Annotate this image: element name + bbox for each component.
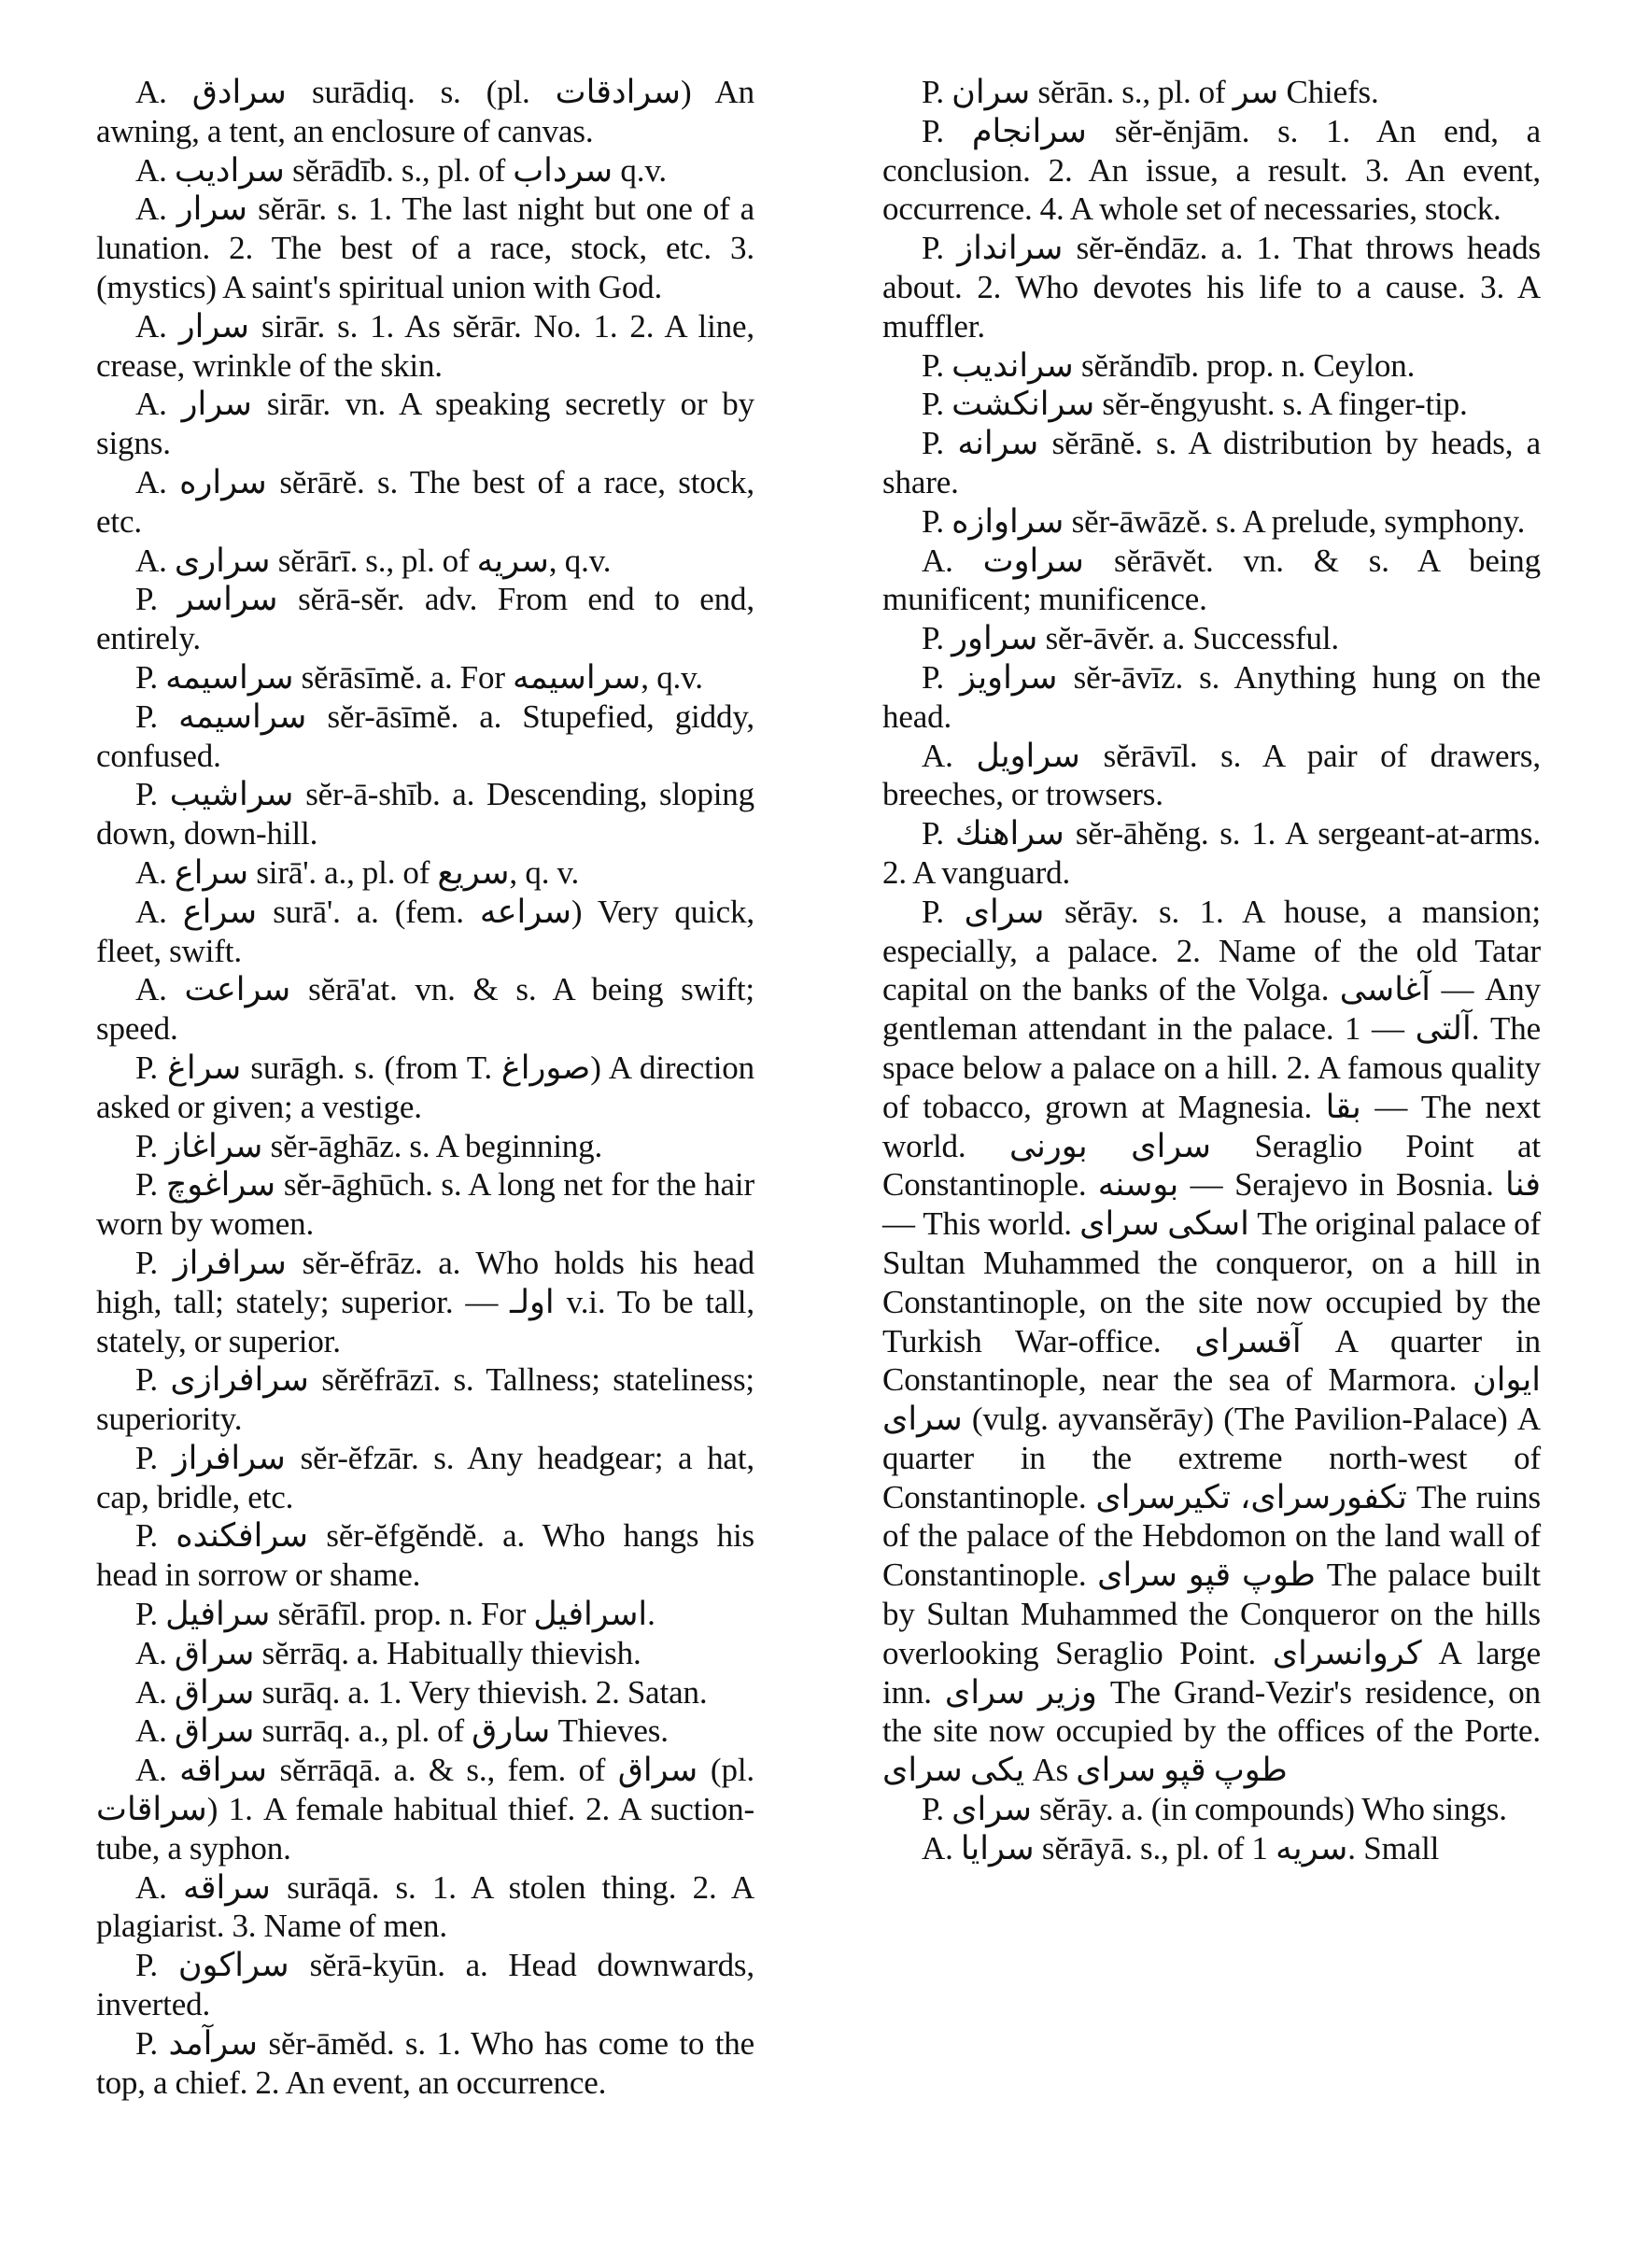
dictionary-entry: P. سراسیمه sĕrāsīmĕ. a. For سراسیمه, q.v. <box>135 658 703 696</box>
dictionary-entry: P. سراکون sĕrā-kyūn. a. Head downwards, inverted. <box>96 1947 754 2023</box>
dictionary-entry: P. سرانه sĕrānĕ. s. A distribution by heads, a share. <box>882 425 1541 500</box>
dictionary-entry: A. سراق sĕrrāq. a. Habitually thievish. <box>135 1634 641 1671</box>
dictionary-entry: A. سرار sĕrār. s. 1. The last night but one of a lunation. 2. The best of a race, stock, etc. 3. (mystics) A saint's spiritual union with God. <box>96 190 754 305</box>
dictionary-entry: P. سرانجام sĕr-ĕnjām. s. 1. An end, a conclusion. 2. An issue, a result. 3. An event, occurrence. 4. A whole set of necessaries, stock. <box>882 112 1541 228</box>
dictionary-entry: A. سرار sirār. vn. A speaking secretly or by signs. <box>96 386 755 462</box>
dictionary-entry: P. سرانکشت sĕr-ĕngyusht. s. A finger-tip. <box>922 386 1468 423</box>
dictionary-entry: A. سراری sĕrārī. s., pl. of سریه, q.v. <box>135 542 612 579</box>
dictionary-entry: P. سراسر sĕrā-sĕr. adv. From end to end, entirely. <box>96 581 754 657</box>
dictionary-entry: P. سرافراز sĕr-ĕfzār. s. Any headgear; a hat, cap, bridle, etc. <box>96 1439 754 1515</box>
dictionary-entry: P. سرانداز sĕr-ĕndāz. a. 1. That throws heads about. 2. Who devotes his life to a cause. 3. A muffler. <box>882 230 1541 345</box>
dictionary-entry: A. سراق surāq. a. 1. Very thievish. 2. Satan. <box>135 1673 708 1711</box>
dictionary-entry: P. سران sĕrān. s., pl. of سر Chiefs. <box>922 74 1379 110</box>
dictionary-entry: P. سراويز sĕr-āvīz. s. Anything hung on the head. <box>882 658 1542 735</box>
dictionary-entry: P. سرافرازی sĕrĕfrāzī. s. Tallness; stateliness; superiority. <box>96 1361 755 1438</box>
dictionary-entry: P. سرای sĕrāy. a. (in compounds) Who sings. <box>922 1791 1507 1828</box>
dictionary-entry: A. سراديب sĕrādīb. s., pl. of سرداب q.v. <box>135 151 668 189</box>
dictionary-entry: A. سراقه sĕrrāqā. a. & s., fem. of سراق (pl. سراقات) 1. A female habitual thief. 2. A suction-tube, a syphon. <box>96 1752 755 1867</box>
dictionary-entry: P. سراشیب sĕr-ā-shīb. a. Descending, sloping down, down-hill. <box>96 776 754 852</box>
dictionary-entry: A. سراوت sĕrāvĕt. vn. & s. A being munificent; munificence. <box>882 542 1542 618</box>
dictionary-entry: A. سرار sirār. s. 1. As sĕrār. No. 1. 2. A line, crease, wrinkle of the skin. <box>96 307 755 384</box>
dictionary-entry: A. سراقه surāqā. s. 1. A stolen thing. 2. A plagiarist. 3. Name of men. <box>96 1868 754 1945</box>
dictionary-entry: P. سراهنك sĕr-āhĕng. s. 1. A sergeant-at-arms. 2. A vanguard. <box>882 815 1542 891</box>
dictionary-entry: A. سراع sirā'. a., pl. of سریع, q. v. <box>135 853 580 891</box>
dictionary-entry: P. سرآمد sĕr-āmĕd. s. 1. Who has come to the top, a chief. 2. An event, an occurrence. <box>96 2024 755 2101</box>
dictionary-entry: P. سراغ surāgh. s. (from T. صوراغ) A direction asked or given; a vestige. <box>96 1049 754 1125</box>
dictionary-entry: A. سراره sĕrārĕ. s. The best of a race, stock, etc. <box>96 463 754 540</box>
dictionary-entry: P. سراسیمه sĕr-āsīmĕ. a. Stupefied, giddy, confused. <box>96 697 754 774</box>
dictionary-entry: P. سرانديب sĕrăndīb. prop. n. Ceylon. <box>922 346 1416 384</box>
dictionary-entry: A. سراعت sĕrā'at. vn. & s. A being swift; speed. <box>96 971 754 1048</box>
dictionary-entry: A. سراق surrāq. a., pl. of سارق Thieves. <box>135 1712 669 1750</box>
dictionary-entry: P. سرافراز sĕr-ĕfrāz. a. Who holds his head high, tall; stately; superior. — اولـ v.i. To be tall, stately, or superior. <box>96 1244 754 1359</box>
dictionary-entry: P. سراوازه sĕr-āwāzĕ. s. A prelude, symphony. <box>922 502 1526 540</box>
dictionary-entry: A. سرادق surādiq. s. (pl. سرادقات) An awning, a tent, an enclosure of canvas. <box>96 74 754 149</box>
dictionary-entry: A. سراع surā'. a. (fem. سراعه) Very quick, fleet, swift. <box>96 893 754 969</box>
dictionary-entry: P. سراور sĕr-āvĕr. a. Successful. <box>922 620 1339 657</box>
dictionary-entry: P. سرای sĕrāy. s. 1. A house, a mansion; especially, a palace. 2. Name of the old Tatar capital on the banks of the Volga. آغاسی — Any gentleman attendant in the palace. آلتی — 1. The space below a palace on a hill. 2. A famous quality of tobacco, grown at Magnesia. بقا — The next world. سرای بورنی Seraglio Point at Constantinople. بوسنه — Serajevo in Bosnia. فنا — This world. اسکی سرای The original palace of Sultan Muhammed the conqueror, on a hill in Constantinople, on the site now occupied by the Turkish War-office. آقسرای A quarter in Constantinople, near the sea of Marmora. ایوان سرای (vulg. ayvansĕrāy) (The Pavilion-Palace) A quarter in the extreme north-west of Constantinople. تکفورسرای، تکیرسرای The ruins of the palace of the Hebdomon on the land wall of Constantinople. طوپ قپو سرای The palace built by Sultan Muhammed the Conqueror on the hills overlooking Seraglio Point. کروانسرای A large inn. وزیر سرای The Grand-Vezir's residence, on the site now occupied by the offices of the Porte. یکی سرای As طوپ قپو سرای <box>882 893 1542 1789</box>
left-column <box>96 73 754 2102</box>
dictionary-entry: A. سرایا sĕrāyā. s., pl. of سریه 1. Small <box>922 1829 1440 1867</box>
dictionary-entry: P. سرافکنده sĕr-ĕfgĕndĕ. a. Who hangs his head in sorrow or shame. <box>96 1517 754 1594</box>
dictionary-entry: P. سراغاز sĕr-āghāz. s. A beginning. <box>135 1127 603 1164</box>
dictionary-entry: P. سراغوچ sĕr-āghūch. s. A long net for the hair worn by women. <box>96 1166 754 1243</box>
dictionary-entry: A. سراويل sĕrāvīl. s. A pair of drawers, breeches, or trowsers. <box>882 737 1541 813</box>
right-column <box>882 73 1541 1868</box>
dictionary-entry: P. سرافیل sĕrāfīl. prop. n. For اسرافیل. <box>135 1596 655 1633</box>
